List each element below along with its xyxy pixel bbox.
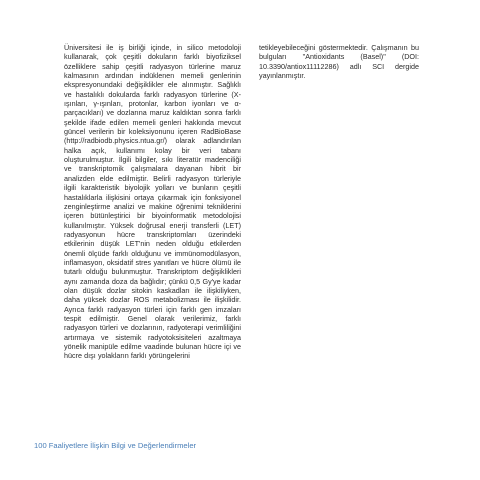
right-column-paragraph: tetikleyebileceğini göstermektedir. Çalışmanın bu bulguları "Antioxidants (Basel)" (DOI: 10.3390/antiox11112286) adlı SCI dergide yayınlanmıştır.	[259, 43, 419, 81]
footer-section-title: Faaliyetlere İlişkin Bilgi ve Değerlendirmeler	[48, 441, 197, 450]
right-column	[259, 43, 419, 80]
left-column-paragraph: Üniversitesi ile iş birliği içinde, in silico metodoloji kullanarak, çok çeşitli dokuların farklı biyofiziksel özelliklere sahip çeşitli radyasyon türlerine maruz kalmasının ardından indüklenen memeli genlerinin ekspresyonundaki değişiklikler ele alınmıştır. Sağlıklı ve hastalıklı dokularda farklı radyasyon türlerine (X-ışınları, γ-ışınları, protonlar, karbon iyonları ve α-parçacıkları) ve dozlarına maruz kaldıktan sonra farklı şekilde ifade edilen memeli genleri hakkında mevcut güncel verilerin bir koleksiyonunu içeren RadBioBase (http://radbiodb.physics.ntua.gr/) olarak adlandırılan halka açık, kullanımı kolay bir veri tabanı oluşturulmuştur. İlgili bilgiler, sıkı literatür madenciliği ve transkriptomik çalışmalara dayanan hibrit bir analizden elde edilmiştir. Belirli radyasyon türleriyle ilgili karakteristik biyolojik yolları ve bunların çeşitli hastalıklarla ilişkisini ortaya çıkarmak için fonksiyonel zenginleştirme analizi ve makine öğrenimi tekniklerini içeren bütünleştirici bir biyoinformatik metodolojisi kullanılmıştır. Yüksek doğrusal enerji transferli (LET) radyasyonun hücre transkriptomları üzerindeki etkilerinin düşük LET'nin neden olduğu etkilerden önemli ölçüde farklı olduğunu ve immünomodülasyon, inflamasyon, oksidatif stres yanıtları ve hücre ölümü ile tutarlı olduğu bulunmuştur. Transkriptom değişiklikleri aynı zamanda doza da bağlıdır; çünkü 0,5 Gy'ye kadar olan düşük dozlar sitokin kaskadları ile ilişkiliyken, daha yüksek dozlar ROS metabolizması ile ilişkilidir. Ayrıca farklı radyasyon türleri için farklı gen imzaları tespit edilmiştir. Genel olarak verilerimiz, farklı radyasyon türleri ve dozlarının, radyoterapi verimliliğini artırmaya ve sistemik radyotoksisiteleri azaltmaya yönelik manipüle edilme vaadinde bulunan hücre içi ve hücre dışı yolakların farklı yörüngelerini	[64, 43, 241, 361]
left-column	[64, 43, 241, 361]
page-number: 100	[34, 441, 47, 450]
page-footer	[34, 441, 196, 450]
